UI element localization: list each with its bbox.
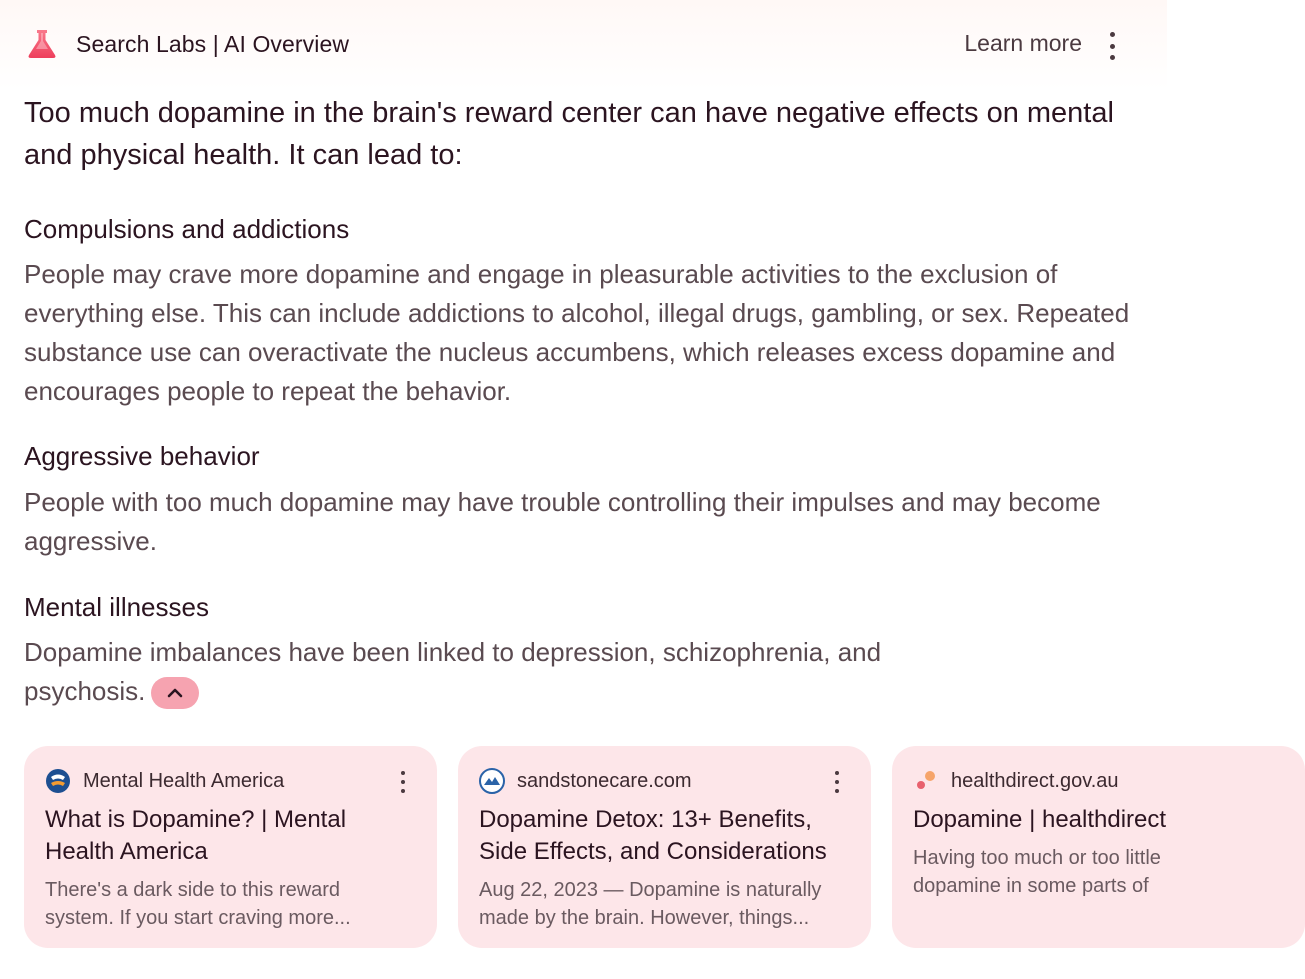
card-snippet — [913, 844, 1283, 900]
snippet-line: dopamine in some parts of — [913, 875, 1149, 897]
chevron-up-icon — [166, 687, 184, 699]
source-cards — [24, 746, 1167, 950]
header — [24, 22, 1134, 66]
learn-more-link[interactable]: Learn more — [964, 30, 1082, 56]
section-body-aggressive: People with too much dopamine may have trouble controlling their impulses and may become aggressive. — [24, 487, 1101, 556]
collapse-button[interactable] — [151, 677, 199, 709]
snippet-line: system. If you start craving more... — [45, 907, 351, 929]
snippet-line: Having too much or too little — [913, 847, 1161, 869]
card-title: Dopamine | healthdirect — [913, 806, 1167, 833]
card-source — [913, 766, 1283, 796]
section-body-compulsions: People may crave more dopamine and engage in pleasurable activities to the exclusion of everything else. This can include addictions to alcohol, illegal drugs, gambling, or sex. Repeated substance use can overactivate the nucleus accumbens, which releases excess dopamine and encourages people to repeat the behavior. — [24, 259, 1130, 406]
section-title-mental: Mental illnesses — [24, 592, 209, 622]
section-body-mental — [24, 633, 984, 711]
card-snippet — [45, 876, 415, 932]
more-vert-icon[interactable] — [399, 771, 407, 793]
mha-logo-icon — [45, 768, 71, 794]
flask-icon — [24, 26, 60, 62]
source-card-sandstone[interactable] — [458, 746, 871, 948]
header-title: Search Labs | AI Overview — [76, 30, 350, 57]
more-vert-icon[interactable] — [833, 771, 841, 793]
source-name: healthdirect.gov.au — [951, 769, 1119, 792]
intro-text: Too much dopamine in the brain's reward center can have negative effects on mental and physical health. It can lead to: — [24, 97, 1114, 171]
section-title-aggressive: Aggressive behavior — [24, 441, 260, 471]
source-name: Mental Health America — [83, 769, 285, 792]
snippet-line: Aug 22, 2023 — Dopamine is naturally — [479, 879, 822, 901]
more-vert-icon[interactable] — [1106, 32, 1118, 60]
card-title: What is Dopamine? | Mental Health America — [45, 806, 347, 865]
card-title: Dopamine Detox: 13+ Benefits, Side Effects, and Considerations — [479, 806, 827, 865]
source-card-mha[interactable] — [24, 746, 437, 948]
card-snippet — [479, 876, 849, 932]
snippet-line: made by the brain. However, things... — [479, 907, 810, 929]
section-body-mental-text: Dopamine imbalances have been linked to depression, schizophrenia, and psychosis. — [24, 637, 882, 706]
card-source — [479, 766, 849, 796]
section-title-compulsions: Compulsions and addictions — [24, 214, 350, 244]
source-name: sandstonecare.com — [517, 769, 692, 792]
healthdirect-logo-icon — [913, 768, 939, 794]
card-source — [45, 766, 415, 796]
source-card-healthdirect[interactable] — [892, 746, 1305, 948]
sandstone-logo-icon — [479, 768, 505, 794]
snippet-line: There's a dark side to this reward — [45, 879, 341, 901]
